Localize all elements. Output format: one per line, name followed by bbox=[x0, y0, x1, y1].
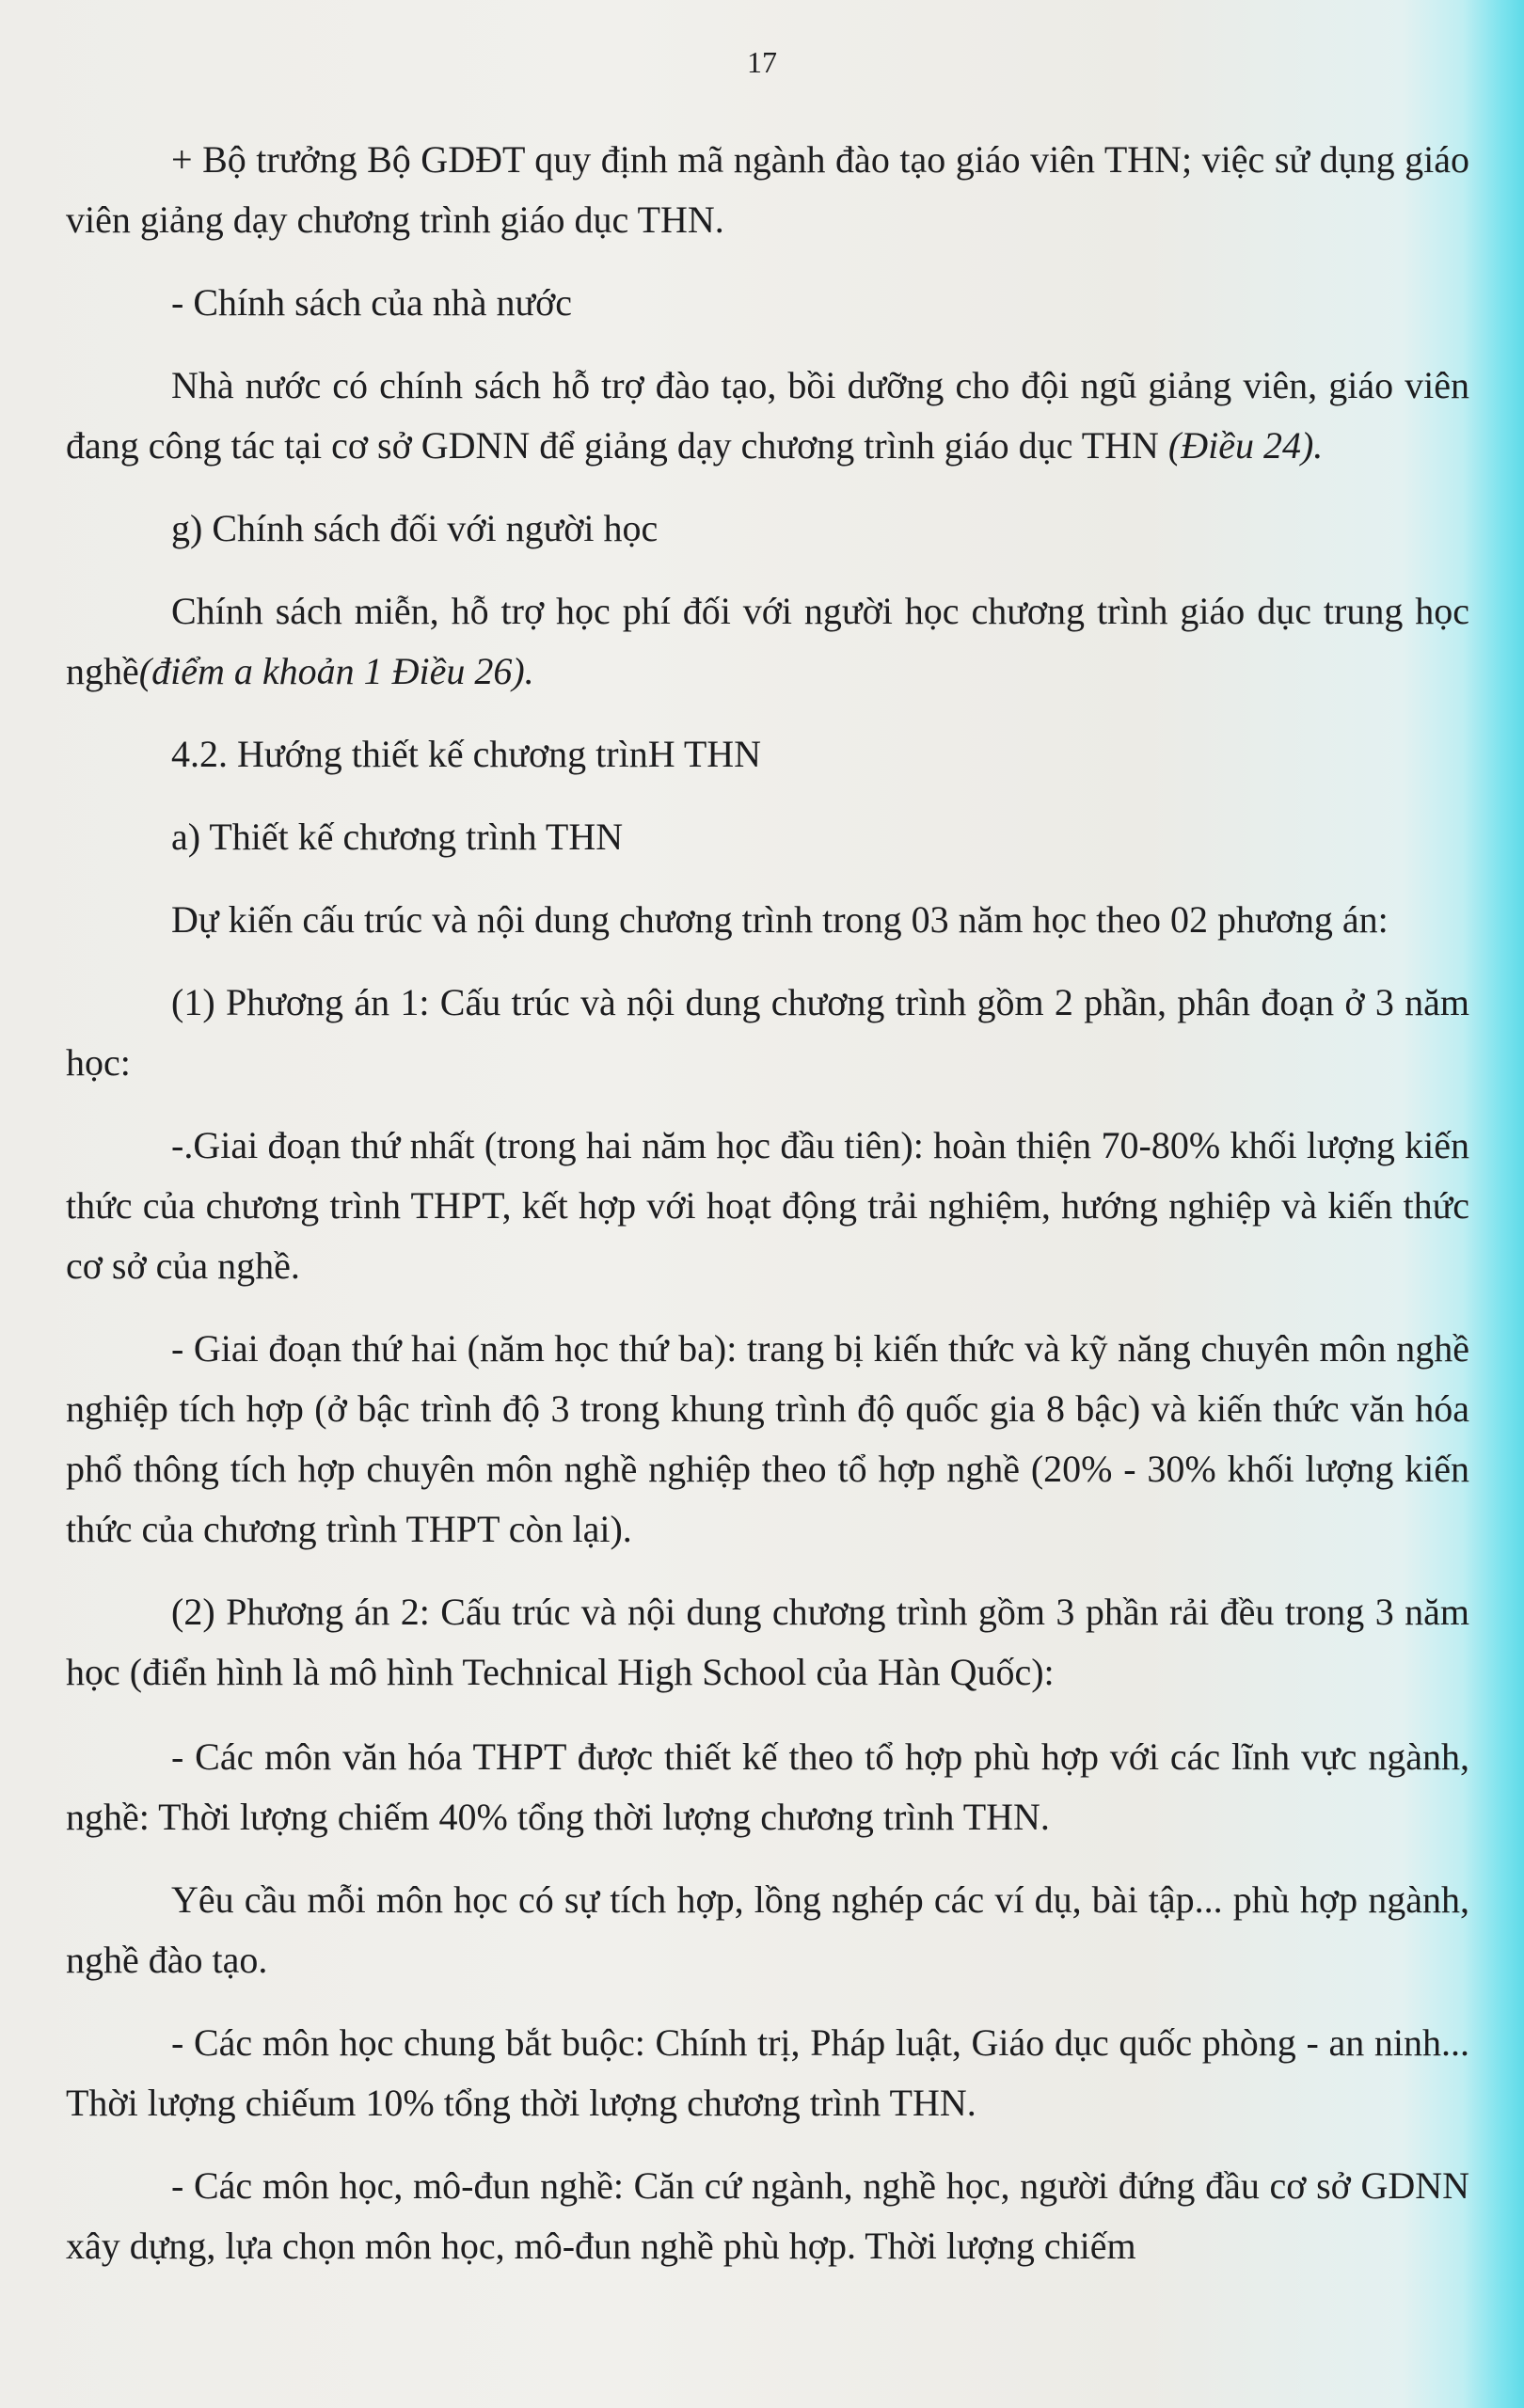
paragraph-general-subjects: - Các môn văn hóa THPT được thiết kế theo tổ hợp phù hợp với các lĩnh vực ngành, nghề: Thời lượng chiếm 40% tổng thời lượng chương trình THN. bbox=[66, 1735, 1469, 1838]
section-heading-design-direction: 4.2. Hướng thiết kế chương trìnH THN bbox=[171, 733, 762, 775]
section-heading-program-design: a) Thiết kế chương trình THN bbox=[171, 816, 624, 858]
paragraph-tuition-policy-text: Chính sách miễn, hỗ trợ học phí đối với người học chương trình giáo dục trung học nghề bbox=[66, 590, 1469, 692]
paragraph-option-1: (1) Phương án 1: Cấu trúc và nội dung chương trình gồm 2 phần, phân đoạn ở 3 năm học: bbox=[66, 981, 1469, 1084]
paragraph-tuition-policy bbox=[66, 581, 1469, 702]
page-number: 17 bbox=[747, 45, 777, 79]
paragraph-vocational-modules: - Các môn học, mô-đun nghề: Căn cứ ngành, nghề học, người đứng đầu cơ sở GDNN xây dựng, lựa chọn môn học, mô-đun nghề phù hợp. Thời lượng chiếm bbox=[66, 2164, 1469, 2267]
paragraph-compulsory-subjects: - Các môn học chung bắt buộc: Chính trị, Pháp luật, Giáo dục quốc phòng - an ninh... Thời lượng chiếum 10% tổng thời lượng chương trình THN. bbox=[66, 2021, 1469, 2124]
paragraph-structure-options: Dự kiến cấu trúc và nội dung chương trình trong 03 năm học theo 02 phương án: bbox=[171, 898, 1389, 941]
paragraph-subject-integration: Yêu cầu mỗi môn học có sự tích hợp, lồng nghép các ví dụ, bài tập... phù hợp ngành, nghề đào tạo. bbox=[66, 1878, 1469, 1981]
section-heading-learner-policy: g) Chính sách đối với người học bbox=[171, 507, 659, 549]
legal-reference: (điểm a khoản 1 Điều 26). bbox=[138, 650, 534, 692]
page-body bbox=[66, 130, 1469, 2276]
paragraph-state-policy bbox=[66, 356, 1469, 476]
paragraph-phase-2: - Giai đoạn thứ hai (năm học thứ ba): trang bị kiến thức và kỹ năng chuyên môn nghề nghiệp tích hợp (ở bậc trình độ 3 trong khung trình độ quốc gia 8 bậc) và kiến thức văn hóa phổ thông tích hợp chuyên môn nghề nghiệp theo tổ hợp nghề (20% - 30% khối lượng kiến thức của chương trình THPT còn lại). bbox=[66, 1327, 1469, 1550]
paragraph-option-2: (2) Phương án 2: Cấu trúc và nội dung chương trình gồm 3 phần rải đều trong 3 năm học (điển hình là mô hình Technical High School của Hàn Quốc): bbox=[66, 1591, 1469, 1693]
paragraph-phase-1: -.Giai đoạn thứ nhất (trong hai năm học đầu tiên): hoàn thiện 70-80% khối lượng kiến thức của chương trình THPT, kết hợp với hoạt động trải nghiệm, hướng nghiệp và kiến thức cơ sở của nghề. bbox=[66, 1124, 1469, 1287]
legal-reference: (Điều 24). bbox=[1167, 424, 1324, 467]
paragraph-state-policy-heading: - Chính sách của nhà nước bbox=[171, 281, 573, 324]
paragraph-teacher-code: + Bộ trưởng Bộ GDĐT quy định mã ngành đào tạo giáo viên THN; việc sử dụng giáo viên giảng dạy chương trình giáo dục THN. bbox=[66, 138, 1469, 241]
paragraph-state-policy-text: Nhà nước có chính sách hỗ trợ đào tạo, bồi dưỡng cho đội ngũ giảng viên, giáo viên đang công tác tại cơ sở GDNN để giảng dạy chương trình giáo dục THN bbox=[66, 364, 1469, 467]
